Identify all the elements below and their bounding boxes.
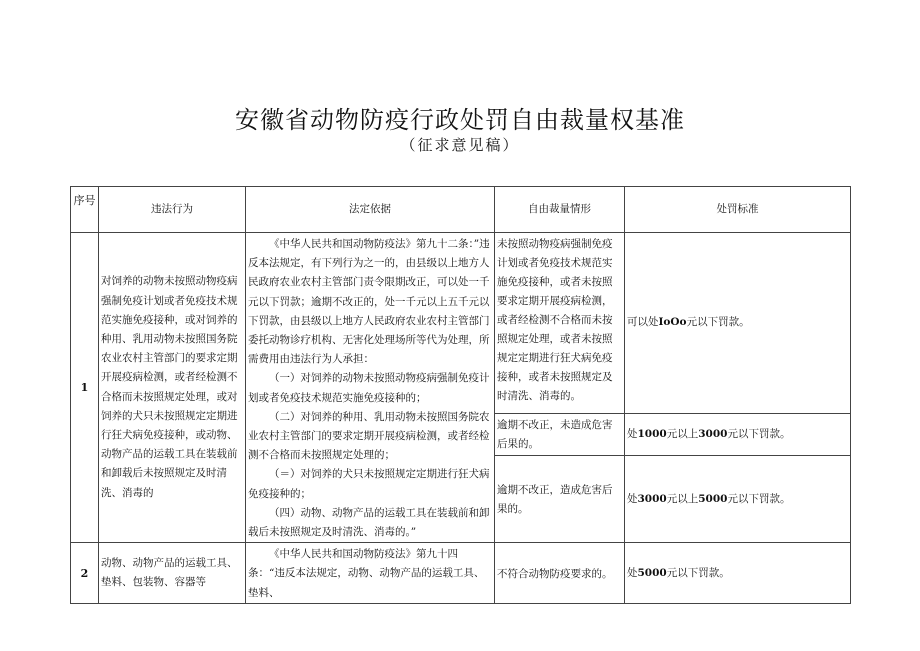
penalty-text: 元以下罚款。 xyxy=(727,427,791,440)
discretion-situation: 逾期不改正，造成危害后果的。 xyxy=(495,456,625,543)
penalty-amount: IoOo xyxy=(658,316,687,329)
document-title: 安徽省动物防疫行政处罚自由裁量权基准 xyxy=(235,106,685,134)
penalty-amount: 5000 xyxy=(637,566,667,579)
penalty-amount: 3000 xyxy=(698,427,728,440)
penalty-text: 处 xyxy=(627,492,638,505)
legal-basis xyxy=(246,233,495,543)
legal-basis-paragraph: 《中华人民共和国动物防疫法》第九十四条：“违反本法规定，动物、动物产品的运载工具、垫料、 xyxy=(248,548,485,599)
penalty-text: 处 xyxy=(627,566,638,579)
penalty-text: 元以上 xyxy=(666,492,699,505)
violation-behavior: 对饲养的动物未按照动物疫病强制免疫计划或者免疫技术规范实施免疫接种，或对饲养的种用、乳用动物未按照国务院农业农村主管部门的要求定期开展疫病检测，或者经检测不合格而未按照规定处理，或对饲养的犬只未按照规定定期进行狂犬病免疫接种，或动物、动物产品的运载工具在装载前和卸载后未按照规定及时清洗、消毒的 xyxy=(99,233,246,543)
row-number: 1 xyxy=(71,233,99,543)
penalty-amount: 3000 xyxy=(637,492,667,505)
header-penalty: 处罚标准 xyxy=(625,187,851,233)
penalty-text: 元以上 xyxy=(666,427,699,440)
table-row xyxy=(71,233,851,414)
table-row xyxy=(71,543,851,604)
penalty-amount: 5000 xyxy=(698,492,728,505)
penalty-text: 元以下罚款。 xyxy=(727,492,791,505)
discretion-situation: 逾期不改正，未造成危害后果的。 xyxy=(495,413,625,456)
penalty-text: 元以下罚款。 xyxy=(686,316,750,329)
header-situation: 自由裁量情形 xyxy=(495,187,625,233)
penalty-standards-table xyxy=(70,186,851,604)
legal-basis xyxy=(246,543,495,604)
penalty-text: 元以下罚款。 xyxy=(666,566,730,579)
legal-basis-paragraph: （二）对饲养的种用、乳用动物未按照国务院农业农村主管部门的要求定期开展疫病检测，或者经检测不合格而未按照规定处理的； xyxy=(248,410,490,462)
discretion-situation: 未按照动物疫病强制免疫计划或者免疫技术规范实施免疫接种，或者未按照要求定期开展疫病检测，或者经检测不合格而未按照规定处理，或者未按照规定定期进行狂犬病免疫接种，或者未按照规定及时清洗、消毒的。 xyxy=(495,233,625,414)
legal-basis-paragraph: （＝）对饲养的犬只未按照规定定期进行狂犬病免疫接种的； xyxy=(248,468,490,500)
header-behavior: 违法行为 xyxy=(99,187,246,233)
penalty-standard xyxy=(625,456,851,543)
discretion-situation: 不符合动物防疫要求的。 xyxy=(495,543,625,604)
penalty-text: 处 xyxy=(627,427,638,440)
penalty-standard xyxy=(625,413,851,456)
document-subtitle: （征求意见稿） xyxy=(400,136,520,154)
table-header-row xyxy=(71,187,851,233)
penalty-amount: 1000 xyxy=(637,427,667,440)
legal-basis-paragraph: （一）对饲养的动物未按照动物疫病强制免疫计划或者免疫技术规范实施免疫接种的； xyxy=(248,372,490,404)
legal-basis-paragraph: 《中华人民共和国动物防疫法》第九十二条：”违反本法规定，有下列行为之一的，由县级以上地方人民政府农业农村主管部门责令限期改正，可以处一千元以下罚款；逾期不改正的，处一千元以上五千元以下罚款，由县级以上地方人民政府农业农村主管部门委托动物诊疗机构、无害化处理场所等代为处理，所需费用由违法行为人承担： xyxy=(248,238,490,366)
violation-behavior: 动物、动物产品的运载工具、垫料、包装物、容器等 xyxy=(99,543,246,604)
penalty-standard xyxy=(625,233,851,414)
header-basis: 法定依据 xyxy=(246,187,495,233)
penalty-standard xyxy=(625,543,851,604)
header-no: 序号 xyxy=(71,187,99,233)
legal-basis-paragraph: （四）动物、动物产品的运载工具在装载前和卸载后未按照规定及时清洗、消毒的。” xyxy=(248,506,490,539)
penalty-text: 可以处 xyxy=(627,316,659,329)
row-number: 2 xyxy=(71,543,99,604)
